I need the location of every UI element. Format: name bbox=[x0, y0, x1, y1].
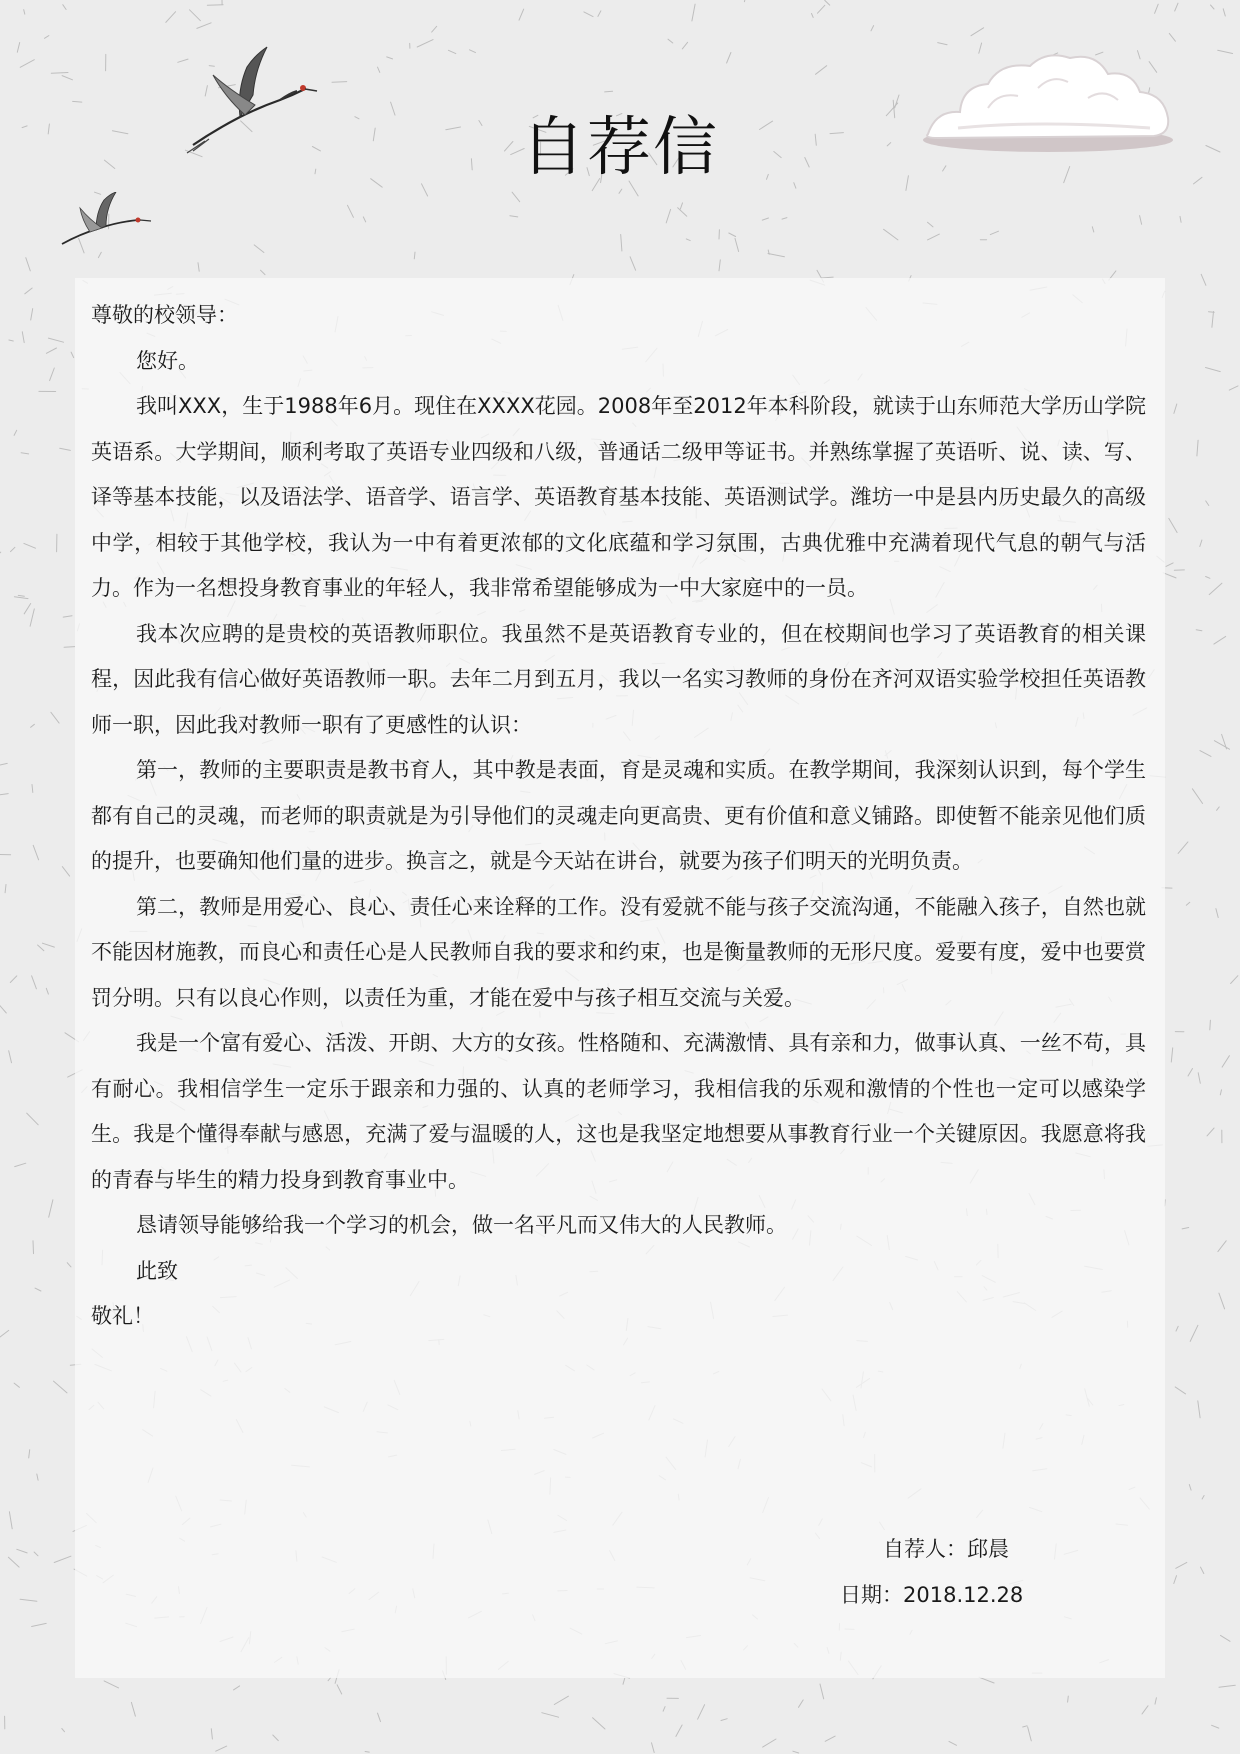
signature-block bbox=[840, 1527, 1140, 1618]
letter-closing-jingli: 敬礼！ bbox=[91, 1304, 154, 1328]
letter-body bbox=[91, 293, 1146, 1340]
letter-paragraph-personality: 我是一个富有爱心、活泼、开朗、大方的女孩。性格随和、充满激情、具有亲和力，做事认真、一丝不苟，具有耐心。我相信学生一定乐于跟亲和力强的、认真的老师学习，我相信我的乐观和激情的个性也一定可以感染学生。我是个懂得奉献与感恩，充满了爱与温暖的人，这也是我坚定地想要从事教育行业一个关键原因。我愿意将我的青春与毕生的精力投身到教育事业中。 bbox=[91, 1031, 1146, 1192]
letter-date: 日期：2018.12.28 bbox=[840, 1582, 1024, 1607]
flying-crane-small-illustration bbox=[58, 192, 153, 252]
letter-closing-cizhi: 此致 bbox=[136, 1258, 178, 1283]
letter-paragraph-first-point: 第一，教师的主要职责是教书育人，其中教是表面，育是灵魂和实质。在教学期间，我深刻认识到，每个学生都有自己的灵魂，而老师的职责就是为引导他们的灵魂走向更高贵、更有价值和意义铺路。即使暂不能亲见他们质的提升，也要确知他们量的进步。换言之，就是今天站在讲台，就要为孩子们明天的光明负责。 bbox=[91, 758, 1146, 873]
letter-greeting: 尊敬的校领导： bbox=[91, 303, 238, 327]
letter-paragraph-position: 我本次应聘的是贵校的英语教师职位。我虽然不是英语教育专业的，但在校期间也学习了英语教育的相关课程，因此我有信心做好英语教师一职。去年二月到五月，我以一名实习教师的身份在齐河双语实验学校担任英语教师一职，因此我对教师一职有了更感性的认识： bbox=[91, 621, 1146, 737]
signer-name: 自荐人：邱晨 bbox=[883, 1537, 1009, 1561]
letter-paragraph-intro: 我叫XXX，生于1988年6月。现住在XXXX花园。2008年至2012年本科阶段，就读于山东师范大学历山学院英语系。大学期间，顺利考取了英语专业四级和八级，普通话二级甲等证书。并熟练掌握了英语听、说、读、写、译等基本技能，以及语法学、语音学、语言学、英语教育基本技能、英语测试学。潍坊一中是县内历史最久的高级中学，相较于其他学校，我认为一中有着更浓郁的文化底蕴和学习氛围，古典优雅中充满着现代气息的朝气与活力。作为一名想投身教育事业的年轻人，我非常希望能够成为一中大家庭中的一员。 bbox=[91, 394, 1146, 600]
letter-paragraph-second-point: 第二，教师是用爱心、良心、责任心来诠释的工作。没有爱就不能与孩子交流沟通，不能融入孩子，自然也就不能因材施教，而良心和责任心是人民教师自我的要求和约束，也是衡量教师的无形尺度。爱要有度，爱中也要赏罚分明。只有以良心作则，以责任为重，才能在爱中与孩子相互交流与关爱。 bbox=[91, 894, 1146, 1010]
document-title: 自荐信 bbox=[521, 111, 719, 185]
letter-salutation: 您好。 bbox=[136, 348, 199, 373]
letter-paragraph-request: 恳请领导能够给我一个学习的机会，做一名平凡而又伟大的人民教师。 bbox=[136, 1213, 787, 1237]
